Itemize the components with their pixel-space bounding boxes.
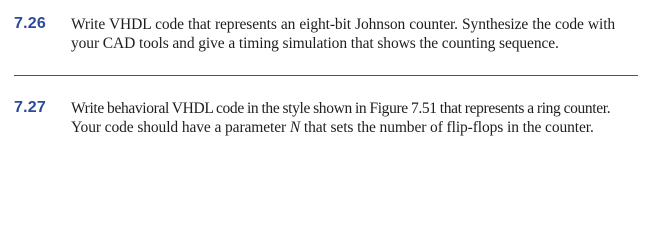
- problem-text-line: Write VHDL code that represents an eight-bit Johnson counter. Synthesize the code with: [71, 16, 616, 33]
- problem-text-line: [71, 118, 646, 137]
- problem-text-line: your CAD tools and give a timing simulation that shows the counting sequence.: [71, 35, 559, 52]
- text-fragment: Your code should have a parameter: [71, 119, 290, 136]
- problem-text-line: Write behavioral VHDL code in the style shown in Figure 7.51 that represents a ring counter.: [71, 100, 611, 117]
- problem-number: 7.27: [14, 99, 46, 116]
- problem-statement: [71, 15, 646, 53]
- problem-statement: [71, 99, 646, 137]
- section-divider: [14, 75, 638, 76]
- text-fragment: that sets the number of flip-flops in the counter.: [300, 119, 594, 136]
- problem-number: 7.26: [14, 15, 46, 32]
- parameter-name: N: [289, 119, 301, 136]
